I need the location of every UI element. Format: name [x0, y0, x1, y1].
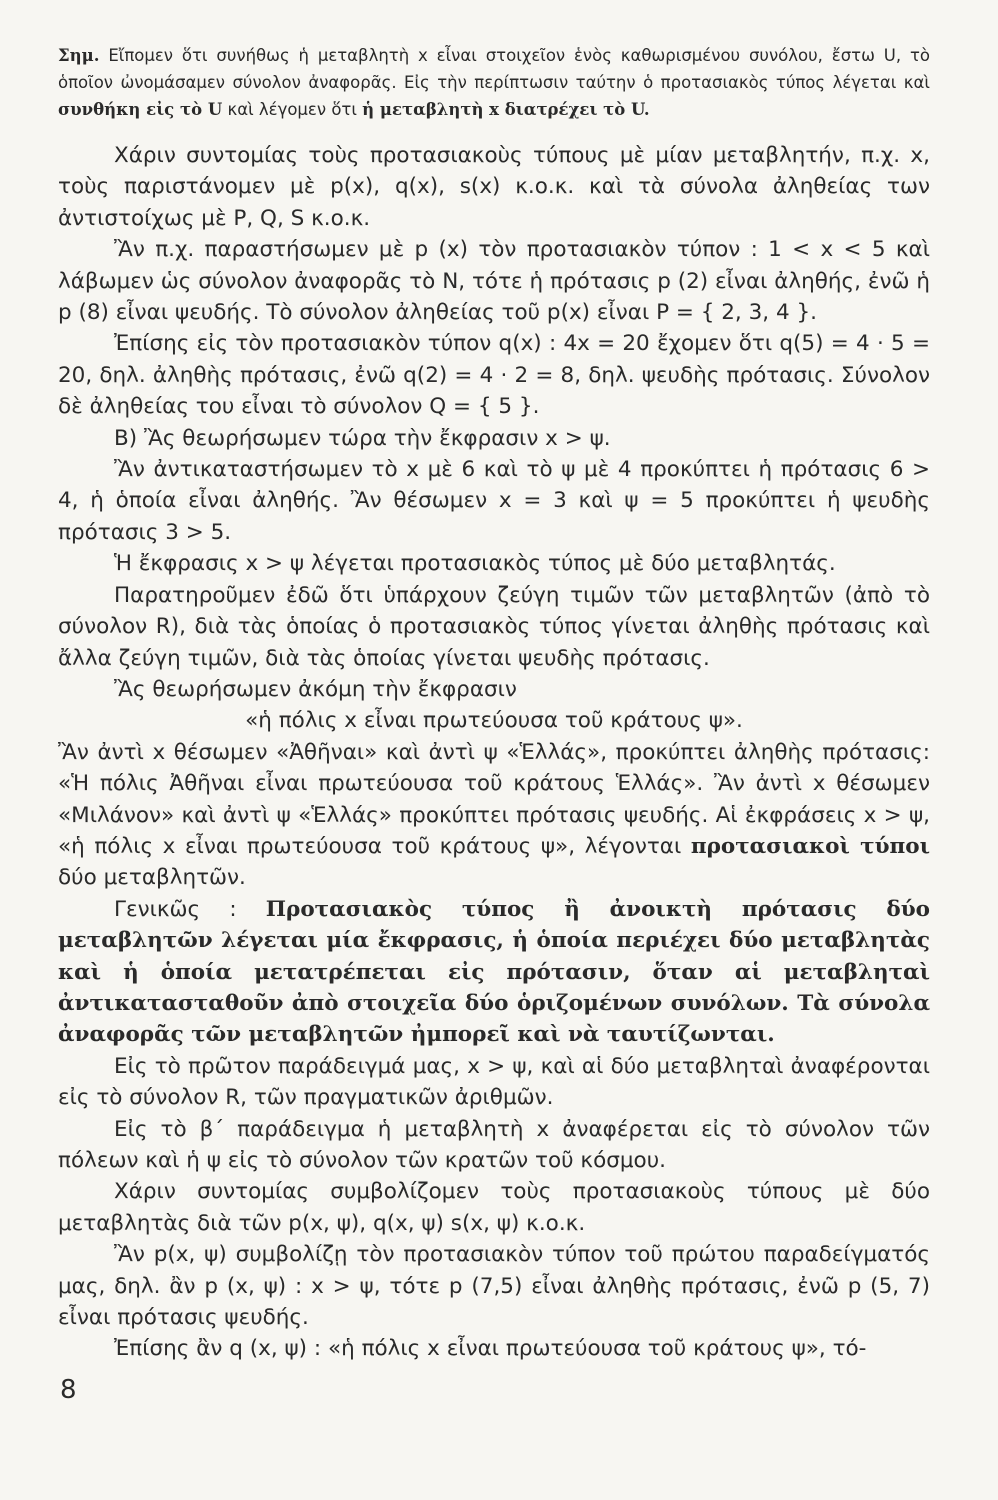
- paragraph: [58, 737, 930, 894]
- paragraph: Ἂν p(x, ψ) συμβολίζῃ τὸν προτασιακὸν τύπον τοῦ πρώτου παραδείγματός μας, δηλ. ἂν p (x, ψ) : x > ψ, τότε p (7,5) εἶναι ἀληθὴς πρότασις, ἐνῶ p (5, 7) εἶναι πρότασις ψευδής.: [58, 1242, 930, 1331]
- paragraph: Εἰς τὸ β΄ παράδειγμα ἡ μεταβλητὴ x ἀναφέρεται εἰς τὸ σύνολον τῶν πόλεων καὶ ἡ ψ εἰς τὸ σύνολον τῶν κρατῶν τοῦ κόσμου.: [58, 1116, 930, 1173]
- page-number: 8: [60, 1375, 77, 1405]
- definition-label: Γενικῶς :: [114, 896, 266, 922]
- note-text-2: καὶ λέγομεν ὅτι: [222, 100, 363, 119]
- quoted-expression: «ἡ πόλις x εἶναι πρωτεύουσα τοῦ κράτους ψ».: [245, 708, 743, 734]
- paragraph-text: δύο μεταβλητῶν.: [58, 865, 246, 891]
- note-label: Σημ.: [58, 46, 100, 65]
- paragraph: Ἂς θεωρήσωμεν ἀκόμη τὴν ἔκφρασιν: [114, 676, 517, 702]
- note-bold-1: συνθήκη εἰς τὸ U: [58, 100, 223, 119]
- paragraph: Χάριν συντομίας τοὺς προτασιακοὺς τύπους μὲ μίαν μεταβλητήν, π.χ. x, τοὺς παριστάνομεν μὲ p(x), q(x), s(x) κ.ο.κ. καὶ τὰ σύνολα ἀληθείας των ἀντιστοίχως μὲ P, Q, S κ.ο.κ.: [58, 143, 930, 231]
- paragraph: Ἐπίσης ἂν q (x, ψ) : «ἡ πόλις x εἶναι πρωτεύουσα τοῦ κράτους ψ», τό-: [114, 1336, 867, 1362]
- note-bold-2: ἡ μεταβλητὴ x διατρέχει τὸ U.: [362, 100, 650, 119]
- section-b-heading: B) Ἂς θεωρήσωμεν τώρα τὴν ἔκφρασιν x > ψ.: [114, 425, 611, 451]
- paragraph: Χάριν συντομίας συμβολίζομεν τοὺς προτασιακοὺς τύπους μὲ δύο μεταβλητὰς διὰ τῶν p(x, ψ), q(x, ψ) s(x, ψ) κ.ο.κ.: [58, 1179, 930, 1236]
- definition-text: Προτασιακὸς τύπος ἢ ἀνοικτὴ πρότασις δύο μεταβλητῶν λέγεται μία ἔκφρασις, ἡ ὁποία περιέχει δύο μεταβλητὰς καὶ ἡ ὁποία μετατρέπεται εἰς πρότασιν, ὅταν αἱ μεταβληταὶ ἀντικατασταθοῦν ἀπὸ στοιχεῖα δύο ὁριζομένων συνόλων. Τὰ σύνολα ἀναφορᾶς τῶν μεταβλητῶν ἠμπορεῖ καὶ νὰ ταυτίζωνται.: [58, 896, 930, 1048]
- paragraph: Ἡ ἔκφρασις x > ψ λέγεται προτασιακὸς τύπος μὲ δύο μεταβλητάς.: [114, 551, 836, 577]
- paragraph: Εἰς τὸ πρῶτον παράδειγμά μας, x > ψ, καὶ αἱ δύο μεταβληταὶ ἀναφέρονται εἰς τὸ σύνολον R, τῶν πραγματικῶν ἀριθμῶν.: [58, 1053, 930, 1111]
- paragraph: Ἐπίσης εἰς τὸν προτασιακὸν τύπον q(x) : 4x = 20 ἔχομεν ὅτι q(5) = 4 · 5 = 20, δηλ. ἀληθὴς πρότασις, ἐνῶ q(2) = 4 · 2 = 8, δηλ. ψευδὴς πρότασις. Σύνολον δὲ ἀληθείας του εἶναι τὸ σύνολον Q = { 5 }.: [58, 331, 930, 420]
- paragraph: Παρατηροῦμεν ἐδῶ ὅτι ὑπάρχουν ζεύγη τιμῶν τῶν μεταβλητῶν (ἀπὸ τὸ σύνολον R), διὰ τὰς ὁποίας ὁ προτασιακὸς τύπος γίνεται ἀληθὴς πρότασις καὶ ἄλλα ζεύγη τιμῶν, διὰ τὰς ὁποίας γίνεται ψευδὴς πρότασις.: [58, 582, 930, 671]
- paragraph: Ἂν ἀντικαταστήσωμεν τὸ x μὲ 6 καὶ τὸ ψ μὲ 4 προκύπτει ἡ πρότασις 6 > 4, ἡ ὁποία εἶναι ἀληθής. Ἂν θέσωμεν x = 3 καὶ ψ = 5 προκύπτει ἡ ψευδὴς πρότασις 3 > 5.: [58, 457, 930, 545]
- main-text: [58, 140, 930, 1365]
- bold-term: προτασιακοὶ τύποι: [690, 833, 930, 859]
- note-text-1: Εἴπομεν ὅτι συνήθως ἡ μεταβλητὴ x εἶναι στοιχεῖον ἑνὸς καθωρισμένου συνόλου, ἔστω U, τὸ ὁποῖον ὠνομάσαμεν σύνολον ἀναφορᾶς. Εἰς τὴν περίπτωσιν ταύτην ὁ προτασιακὸς τύπος λέγεται καὶ: [58, 46, 930, 92]
- note-paragraph: [58, 42, 930, 123]
- paragraph-text: Ἂν ἀντὶ x θέσωμεν «Ἀθῆναι» καὶ ἀντὶ ψ «Ἑλλάς», προκύπτει ἀληθὴς πρότασις: «Ἡ πόλις Ἀθῆναι εἶναι πρωτεύουσα τοῦ κράτους Ἑλλάς». Ἂν ἀντὶ x θέσωμεν «Μιλάνον» καὶ ἀντὶ ψ «Ἑλλάς» προκύπτει πρότασις ψευδής. Αἱ ἐκφράσεις x > ψ, «ἡ πόλις x εἶναι πρωτεύουσα τοῦ κράτους ψ», λέγονται: [58, 739, 930, 859]
- definition: [58, 894, 930, 1051]
- paragraph: Ἂν π.χ. παραστήσωμεν μὲ p (x) τὸν προτασιακὸν τύπον : 1 < x < 5 καὶ λάβωμεν ὡς σύνολον ἀναφορᾶς τὸ N, τότε ἡ πρότασις p (2) εἶναι ἀληθής, ἐνῶ ἡ p (8) εἶναι ψευδής. Τὸ σύνολον ἀληθείας τοῦ p(x) εἶναι P = { 2, 3, 4 }.: [58, 237, 930, 326]
